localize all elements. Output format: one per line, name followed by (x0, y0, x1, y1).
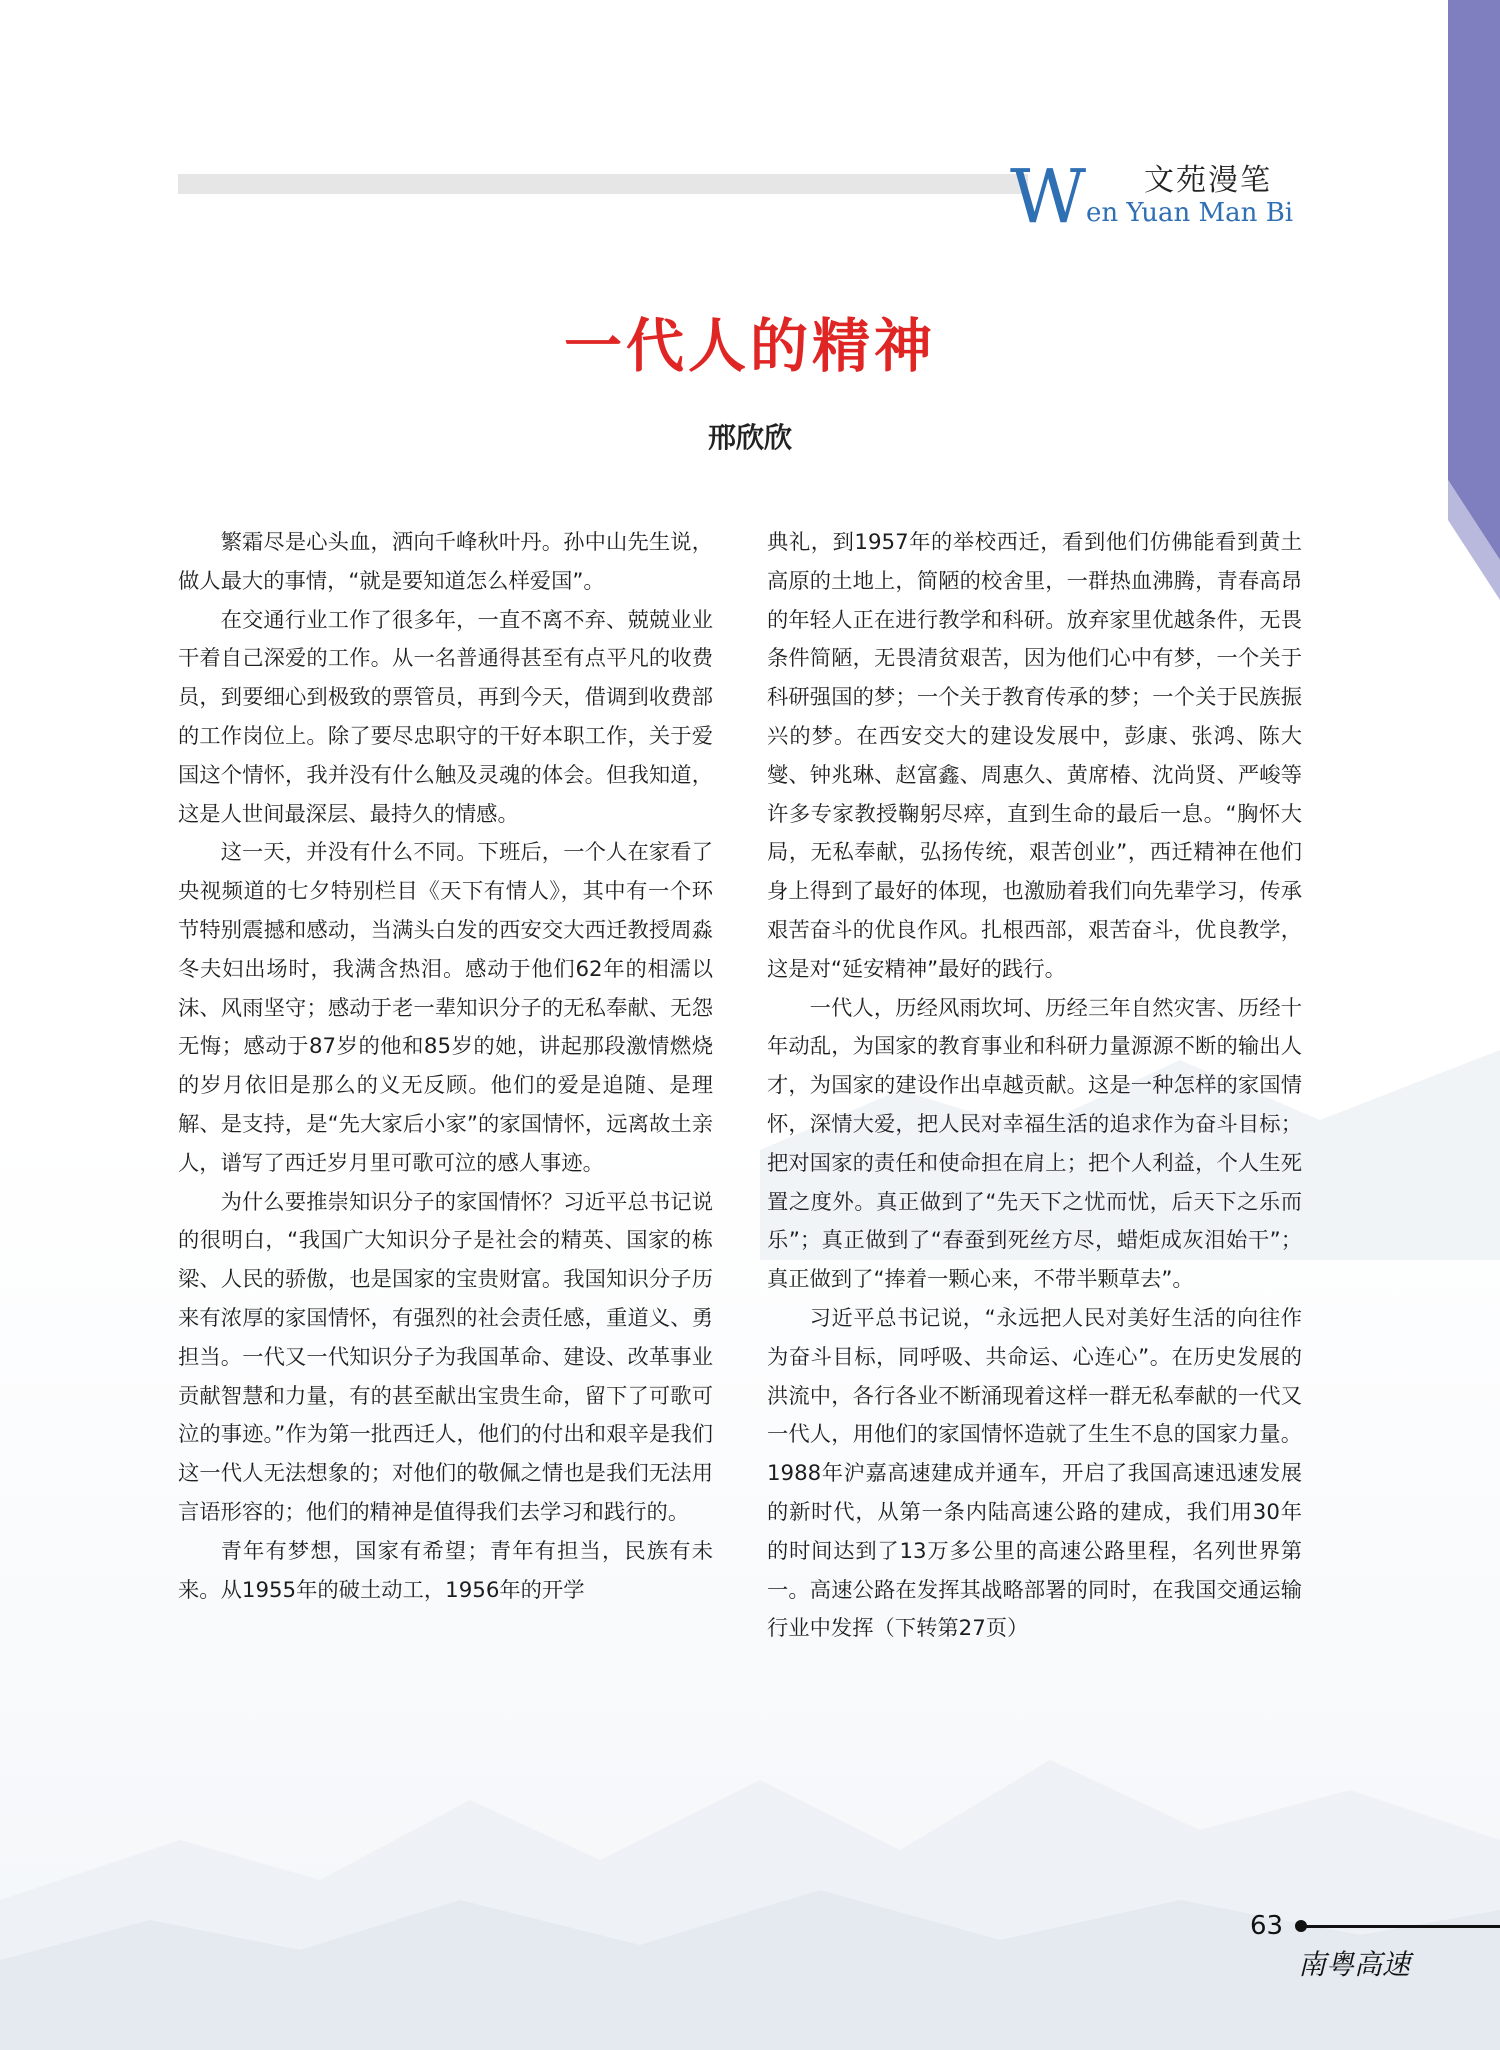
paragraph: 繁霜尽是心头血，洒向千峰秋叶丹。孙中山先生说，做人最大的事情，“就是要知道怎么样爱国”。 (178, 530, 713, 594)
article-title: 一代人的精神 (563, 312, 936, 380)
left-column (178, 524, 713, 1610)
header-bar (178, 174, 1028, 194)
right-column (767, 524, 1302, 1649)
section-title-en: en Yuan Man Bi (1086, 198, 1294, 228)
paragraph: 在交通行业工作了很多年，一直不离不弃、兢兢业业干着自己深爱的工作。从一名普通得甚至有点平凡的收费员，到要细心到极致的票管员，再到今天，借调到收费部的工作岗位上。除了要尽忠职守的干好本职工作，关于爱国这个情怀，我并没有什么触及灵魂的体会。但我知道，这是人世间最深层、最持久的情感。 (178, 607, 713, 827)
page-number: 63 (1250, 1911, 1284, 1941)
section-title-zh: 文苑漫笔 (1144, 163, 1272, 198)
page-number-rule (1298, 1925, 1500, 1928)
paragraph: 习近平总书记说，“永远把人民对美好生活的向往作为奋斗目标，同呼吸、共命运、心连心”。在历史发展的洪流中，各行各业不断涌现着这样一群无私奉献的一代又一代人，用他们的家国情怀造就了生生不息的国家力量。1988年沪嘉高速建成并通车，开启了我国高速迅速发展的新时代，从第一条内陆高速公路的建成，我们用30年的时间达到了13万多公里的高速公路里程，名列世界第一。高速公路在发挥其战略部署的同时，在我国交通运输行业中发挥（下转第27页） (767, 1305, 1302, 1642)
section-mark (1010, 154, 1330, 240)
paragraph: 这一天，并没有什么不同。下班后，一个人在家看了央视频道的七夕特别栏目《天下有情人》，其中有一个环节特别震撼和感动，当满头白发的西安交大西迁教授周淼冬夫妇出场时，我满含热泪。感动于他们62年的相濡以沫、风雨坚守；感动于老一辈知识分子的无私奉献、无怨无悔；感动于87岁的他和85岁的她，讲起那段激情燃烧的岁月依旧是那么的义无反顾。他们的爱是追随、是理解、是支持，是“先大家后小家”的家国情怀，远离故土亲人，谱写了西迁岁月里可歌可泣的感人事迹。 (178, 840, 713, 1176)
magazine-logo-text: 南粤高速 (1298, 1948, 1411, 1981)
article-author: 邢欣欣 (707, 421, 792, 454)
paragraph: 一代人，历经风雨坎坷、历经三年自然灾害、历经十年动乱，为国家的教育事业和科研力量源源不断的输出人才，为国家的建设作出卓越贡献。这是一种怎样的家国情怀，深情大爱，把人民对幸福生活的追求作为奋斗目标；把对国家的责任和使命担在肩上；把个人利益，个人生死置之度外。真正做到了“先天下之忧而忧，后天下之乐而乐”；真正做到了“春蚕到死丝方尽，蜡炬成灰泪始干”；真正做到了“捧着一颗心来，不带半颗草去”。 (767, 995, 1302, 1293)
paragraph-continuation: 典礼，到1957年的举校西迁，看到他们仿佛能看到黄土高原的土地上，简陋的校舍里，一群热血沸腾，青春高昂的年轻人正在进行教学和科研。放弃家里优越条件，无畏条件简陋，无畏清贫艰苦，因为他们心中有梦，一个关于科研强国的梦；一个关于教育传承的梦；一个关于民族振兴的梦。在西安交大的建设发展中，彭康、张鸿、陈大燮、钟兆琳、赵富鑫、周惠久、黄席椿、沈尚贤、严峻等许多专家教授鞠躬尽瘁，直到生命的最后一息。“胸怀大局，无私奉献，弘扬传统，艰苦创业”，西迁精神在他们身上得到了最好的体现，也激励着我们向先辈学习，传承艰苦奋斗的优良作风。扎根西部，艰苦奋斗，优良教学，这是对“延安精神”最好的践行。 (767, 530, 1302, 982)
paragraph: 为什么要推崇知识分子的家国情怀？习近平总书记说的很明白，“我国广大知识分子是社会的精英、国家的栋梁、人民的骄傲，也是国家的宝贵财富。我国知识分子历来有浓厚的家国情怀，有强烈的社会责任感，重道义、勇担当。一代又一代知识分子为我国革命、建设、改革事业贡献智慧和力量，有的甚至献出宝贵生命，留下了可歌可泣的事迹。”作为第一批西迁人，他们的付出和艰辛是我们这一代人无法想象的；对他们的敬佩之情也是我们无法用言语形容的；他们的精神是值得我们去学习和践行的。 (178, 1189, 713, 1525)
magazine-logo (1298, 1944, 1418, 1984)
paragraph: 青年有梦想，国家有希望；青年有担当，民族有未来。从1955年的破土动工，1956年的开学 (178, 1538, 713, 1603)
section-initial: W (1010, 154, 1087, 240)
